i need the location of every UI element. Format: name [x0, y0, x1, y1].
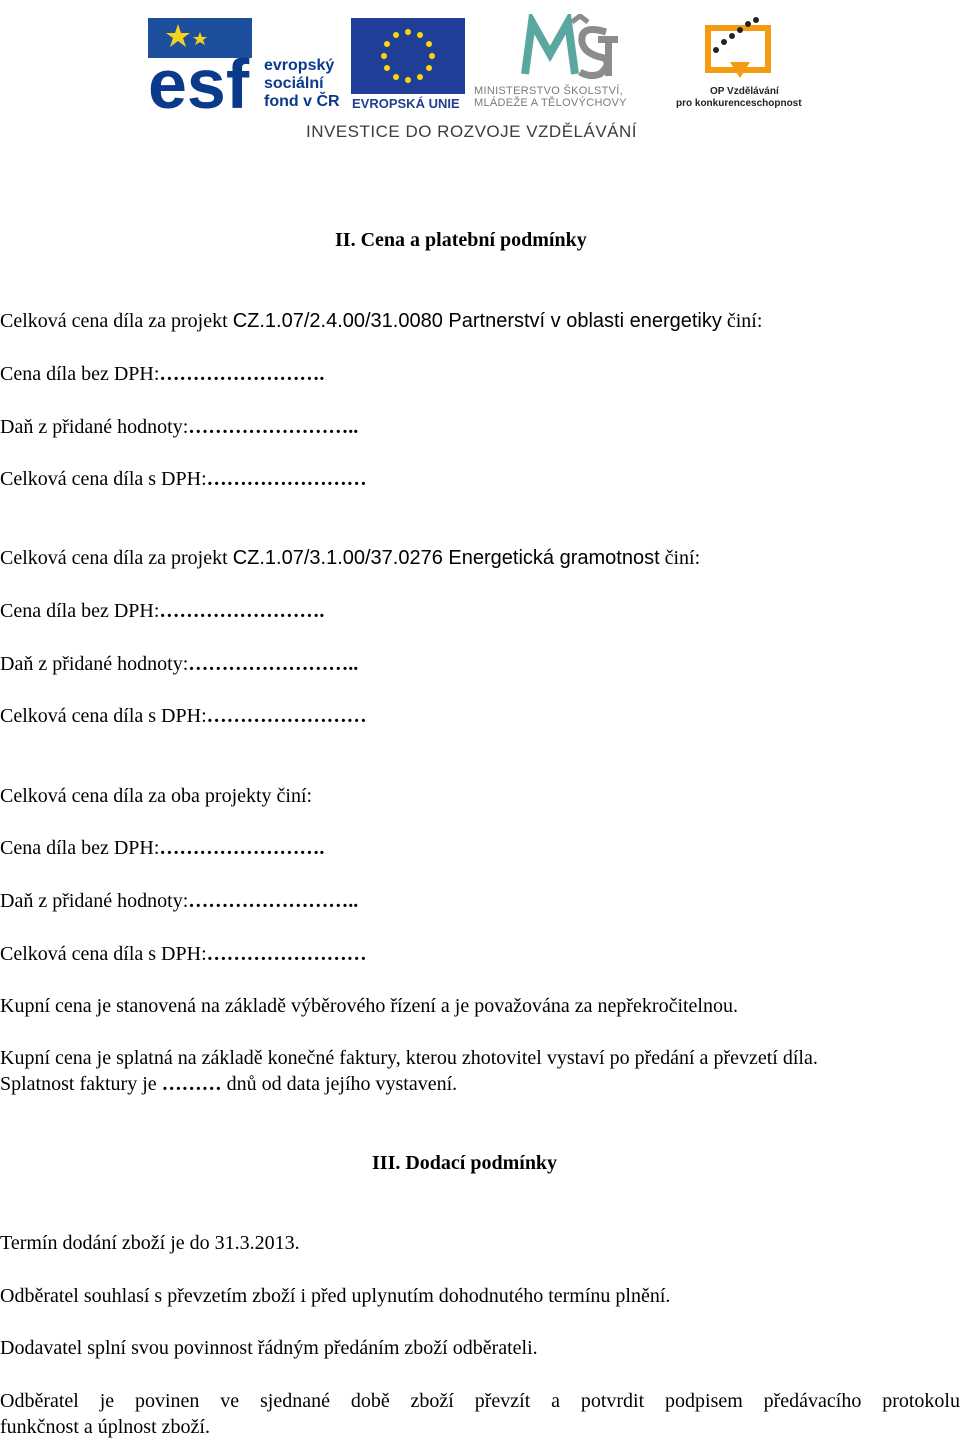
buyer-obligation-line-2: funkčnost a úplnost zboží.	[0, 1416, 210, 1438]
price-gross-label: Celková cena díla s DPH:	[0, 705, 207, 727]
project2-price-net	[0, 599, 324, 623]
project2-price-gross	[0, 704, 367, 728]
project1-intro-post: činí:	[721, 310, 763, 332]
vat-label: Daň z přidané hodnoty:	[0, 416, 189, 438]
vat-dots: ……………………..	[188, 416, 359, 438]
paragraph-payment-line-2	[0, 1072, 457, 1096]
msmt-logo	[520, 14, 620, 80]
esf-logo-mark: esf	[148, 45, 250, 110]
both-vat	[0, 889, 358, 913]
price-net-dots: …………………….	[159, 363, 325, 385]
op-vzdelavani-logo	[700, 16, 780, 80]
paragraph-price-fixed: Kupní cena je stanovená na základě výběrového řízení a je považována za nepřekročitelnou.	[0, 995, 738, 1017]
project1-intro	[0, 309, 762, 333]
vat-dots: ……………………..	[188, 890, 359, 912]
esf-logo	[148, 18, 344, 110]
vat-label: Daň z přidané hodnoty:	[0, 653, 189, 675]
project2-intro-pre: Celková cena díla za projekt	[0, 547, 233, 569]
op-line-2: pro konkurenceschopnost	[676, 98, 802, 109]
project1-price-gross	[0, 467, 367, 491]
eu-flag-icon	[351, 18, 465, 94]
esf-line-3: fond v ČR	[264, 93, 340, 110]
tagline: INVESTICE DO ROZVOJE VZDĚLÁVÁNÍ	[306, 122, 638, 141]
buyer-obligation-line-1: Odběratel je povinen ve sjednané době zboží převzít a potvrdit podpisem předávacího protokolu	[0, 1390, 960, 1412]
project1-vat	[0, 415, 358, 439]
esf-line-1: evropský	[264, 57, 335, 74]
early-delivery-consent: Odběratel souhlasí s převzetím zboží i před uplynutím dohodnutého termínu plnění.	[0, 1285, 671, 1307]
paragraph-payment-line-1: Kupní cena je splatná na základě konečné faktury, kterou zhotovitel vystaví po předání a převzetí díla.	[0, 1047, 818, 1069]
price-gross-dots: ……………………	[206, 943, 367, 965]
supplier-obligation: Dodavatel splní svou povinnost řádným předáním zboží odběrateli.	[0, 1337, 538, 1359]
project1-code: CZ.1.07/2.4.00/31.0080 Partnerství v oblasti energetiky	[232, 310, 722, 332]
price-gross-dots: ……………………	[206, 705, 367, 727]
price-gross-label: Celková cena díla s DPH:	[0, 943, 207, 965]
price-net-dots: …………………….	[159, 600, 325, 622]
project2-intro	[0, 546, 700, 570]
msmt-line-1: MINISTERSTVO ŠKOLSTVÍ,	[474, 85, 624, 97]
payment-post: dnů od data jejího vystavení.	[221, 1073, 458, 1095]
payment-pre: Splatnost faktury je	[0, 1073, 162, 1095]
both-price-gross	[0, 942, 367, 966]
project1-price-net	[0, 362, 324, 386]
payment-dots: ………	[161, 1073, 222, 1095]
vat-dots: ……………………..	[188, 653, 359, 675]
price-net-label: Cena díla bez DPH:	[0, 837, 160, 859]
both-intro: Celková cena díla za oba projekty činí:	[0, 785, 313, 807]
section-3-heading: III. Dodací podmínky	[372, 1152, 558, 1174]
eu-label: EVROPSKÁ UNIE	[352, 96, 460, 111]
price-net-dots: …………………….	[159, 837, 325, 859]
project2-intro-post: činí:	[659, 547, 701, 569]
price-net-label: Cena díla bez DPH:	[0, 363, 160, 385]
esf-line-2: sociální	[264, 75, 324, 92]
delivery-date: Termín dodání zboží je do 31.3.2013.	[0, 1232, 300, 1254]
price-gross-label: Celková cena díla s DPH:	[0, 468, 207, 490]
section-2-heading: II. Cena a platební podmínky	[335, 229, 587, 251]
msmt-line-2: MLÁDEŽE A TĚLOVÝCHOVY	[474, 97, 627, 109]
op-line-1: OP Vzdělávání	[710, 86, 779, 97]
vat-label: Daň z přidané hodnoty:	[0, 890, 189, 912]
price-gross-dots: ……………………	[206, 468, 367, 490]
project2-vat	[0, 652, 358, 676]
both-price-net	[0, 836, 324, 860]
project1-intro-pre: Celková cena díla za projekt	[0, 310, 233, 332]
price-net-label: Cena díla bez DPH:	[0, 600, 160, 622]
project2-code: CZ.1.07/3.1.00/37.0276 Energetická gramotnost	[232, 547, 660, 569]
